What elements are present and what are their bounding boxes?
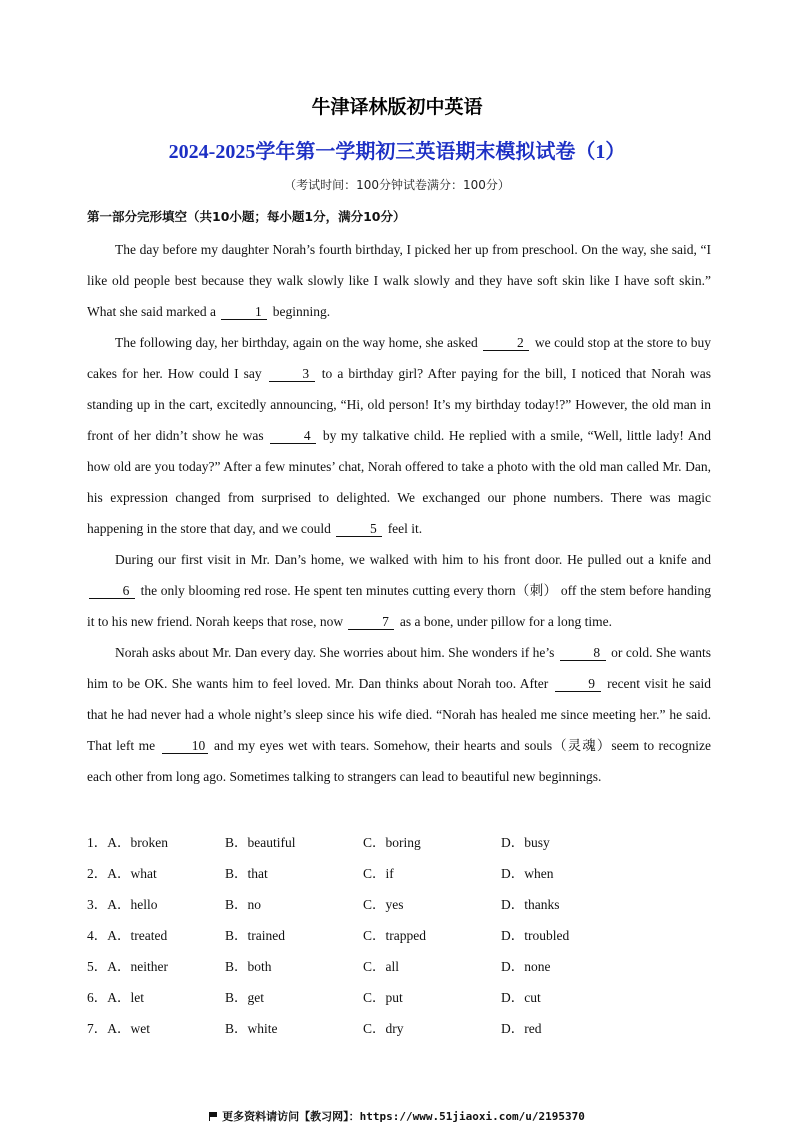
exam-info: （考试时间：100分钟试卷满分：100分） [284,178,510,192]
question-row [87,1012,711,1043]
option-c: C．put [363,990,403,1005]
option-b: B．trained [225,928,285,943]
option-a: 6．A．let [87,990,144,1005]
option-b: B．get [225,990,264,1005]
paragraph-2: The following day, her birthday, again on the way home, she asked 2 we could stop at the store to buy cakes for her. How could I say 3 to a birthday girl? After paying for the bill, I noticed that Norah was standing up in the cart, excitedly announcing, “Hi, old person! It’s my birthday today!?” However, the old man in front of her didn’t show he was 4 by my talkative child. He replied with a smile, “Well, little lady! And how old are you today?” After a few minutes’ chat, Norah offered to take a photo with the old man called Mr. Dan, his expression changed from surprised to delighted. We exchanged our phone numbers. There was magic happening in the store that day, and we could 5 feel it. [87,335,712,536]
option-b: B．beautiful [225,835,296,850]
option-d: D．busy [501,835,550,850]
cloze-passage [87,234,711,792]
blank-8: 8 [560,645,606,661]
question-row [87,919,711,950]
question-row [87,950,711,981]
blank-3: 3 [269,366,315,382]
blank-5: 5 [336,521,382,537]
option-b: B．no [225,897,262,912]
exam-title: 2024-2025学年第一学期初三英语期末模拟试卷（1） [168,141,626,163]
option-a: 2．A．what [87,866,157,881]
option-a: 5．A．neither [87,959,168,974]
option-d: D．none [501,959,551,974]
answer-options [87,826,711,1043]
paragraph-4: Norah asks about Mr. Dan every day. She worries about him. She wonders if he’s 8 or cold. She wants him to be OK. She wants him to feel loved. Mr. Dan thinks about Norah too. After 9 recent visit he said that he had never had a whole night’s sleep since his wife died. “Norah has healed me since meeting her.” he said. That left me 10 and my eyes wet with tears. Somehow, their hearts and souls（灵魂）seem to recognize each other from long ago. Sometimes talking to strangers can lead to beautiful new beginnings. [87,645,712,784]
option-c: C．boring [363,835,421,850]
option-a: 1．A．broken [87,835,168,850]
option-c: C．dry [363,1021,404,1036]
blank-6: 6 [89,583,135,599]
flag-icon [209,1112,218,1121]
option-a: 3．A．hello [87,897,158,912]
paragraph-3: During our first visit in Mr. Dan’s home, we walked with him to his front door. He pulled out a knife and 6 the only blooming red rose. He spent ten minutes cutting every thorn（刺） off the stem before handing it to his new friend. Norah keeps that rose, now 7 as a bone, under pillow for a long time. [87,552,711,629]
footer-link[interactable] [0,1108,794,1124]
paragraph-1: The day before my daughter Norah’s fourth birthday, I picked her up from preschool. On the way, she said, “I like old people best because they walk slowly like I walk slowly and they have soft skin like I have soft skin.” What she said marked a 1 beginning. [87,242,711,319]
option-a: 7．A．wet [87,1021,150,1036]
option-d: D．troubled [501,928,570,943]
document-title: 牛津译林版初中英语 [311,96,483,118]
option-b: B．that [225,866,268,881]
option-d: D．when [501,866,554,881]
option-b: B．both [225,959,272,974]
question-row [87,826,711,857]
question-row [87,857,711,888]
blank-7: 7 [348,614,394,630]
footer-text: 更多资料请访问【教习网】：https://www.51jiaoxi.com/u/2195370 [222,1110,585,1123]
section-heading: 第一部分完形填空（共10小题；每小题1分，满分10分） [87,209,406,224]
option-c: C．if [363,866,394,881]
option-d: D．thanks [501,897,560,912]
option-a: 4．A．treated [87,928,168,943]
option-c: C．all [363,959,399,974]
blank-10: 10 [162,738,208,754]
question-row [87,981,711,1012]
blank-2: 2 [483,335,529,351]
question-row [87,888,711,919]
option-b: B．white [225,1021,278,1036]
option-d: D．red [501,1021,542,1036]
blank-9: 9 [555,676,601,692]
option-c: C．trapped [363,928,426,943]
blank-4: 4 [270,428,316,444]
option-d: D．cut [501,990,541,1005]
blank-1: 1 [221,304,267,320]
option-c: C．yes [363,897,404,912]
